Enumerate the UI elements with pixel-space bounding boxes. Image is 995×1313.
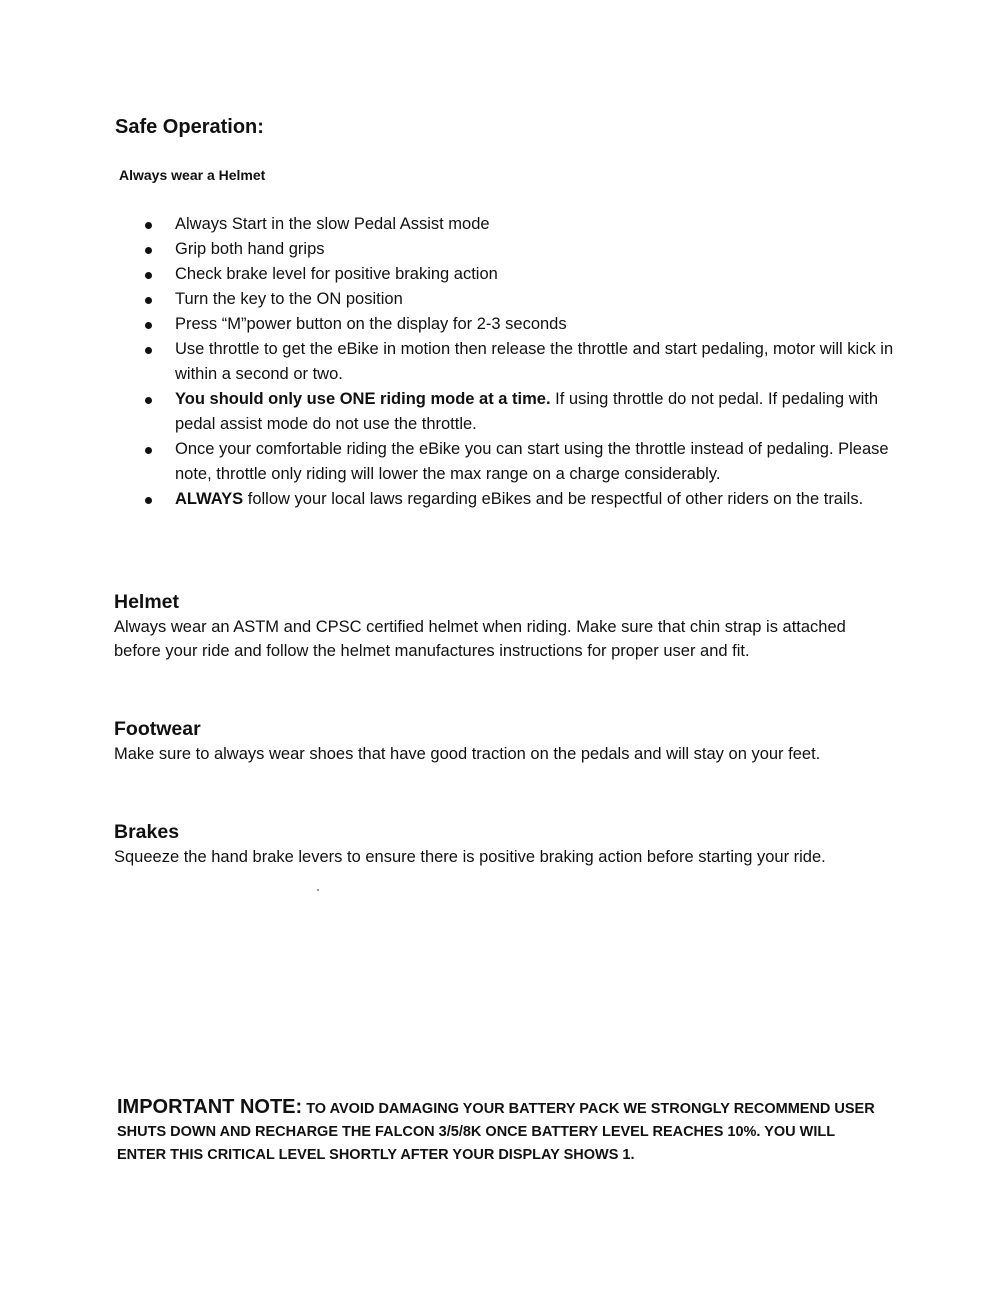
item-emphasis: ALWAYS: [175, 490, 244, 508]
footwear-body: Make sure to always wear shoes that have good traction on the pedals and will stay on your feet.: [114, 745, 821, 763]
bullet-icon: [145, 447, 152, 454]
helmet-section: [114, 589, 894, 663]
list-item: [145, 437, 905, 487]
brakes-body: Squeeze the hand brake levers to ensure there is positive braking action before starting your ride.: [114, 848, 826, 866]
bullet-icon: [145, 497, 152, 504]
helmet-body: Always wear an ASTM and CPSC certified helmet when riding. Make sure that chin strap is attached before your ride and follow the helmet manufactures instructions for proper user and fit.: [114, 618, 846, 660]
important-note-label: IMPORTANT NOTE:: [117, 1096, 303, 1118]
list-item: [145, 287, 905, 312]
bullet-icon: [145, 272, 152, 279]
important-note: [117, 1096, 887, 1167]
helmet-reminder: Always wear a Helmet: [119, 167, 266, 183]
brakes-section: [114, 819, 894, 869]
bullet-icon: [145, 397, 152, 404]
item-text: Turn the key to the ON position: [175, 290, 403, 308]
list-item: [145, 337, 905, 387]
item-text: follow your local laws regarding eBikes and be respectful of other riders on the trails.: [243, 490, 864, 508]
list-item: [145, 212, 905, 237]
scan-speck: [317, 889, 319, 891]
helmet-heading: Helmet: [114, 591, 180, 613]
list-item: [145, 387, 905, 437]
safe-operation-heading: Safe Operation:: [115, 116, 264, 138]
list-item: [145, 312, 905, 337]
list-item: [145, 487, 905, 512]
footwear-section: [114, 716, 894, 766]
important-note-text: TO AVOID DAMAGING YOUR BATTERY PACK WE STRONGLY RECOMMEND USER SHUTS DOWN AND RECHARGE THE FALCON 3/5/8K ONCE BATTERY LEVEL REACHES 10%. YOU WILL ENTER THIS CRITICAL LEVEL SHORTLY AFTER YOUR DISPLAY SHOWS 1.: [117, 1101, 875, 1163]
bullet-icon: [145, 222, 152, 229]
safe-operation-list: [145, 212, 905, 512]
list-item: [145, 237, 905, 262]
item-text: Grip both hand grips: [175, 240, 325, 258]
bullet-icon: [145, 322, 152, 329]
bullet-icon: [145, 247, 152, 254]
item-text: Once your comfortable riding the eBike you can start using the throttle instead of pedaling. Please note, throttle only riding will lower the max range on a charge considerably.: [175, 440, 889, 483]
item-text: Check brake level for positive braking action: [175, 265, 498, 283]
bullet-icon: [145, 347, 152, 354]
footwear-heading: Footwear: [114, 718, 201, 740]
item-text: If using throttle do not pedal. If pedaling with pedal assist mode do not use the throttle.: [175, 390, 879, 433]
bullet-icon: [145, 297, 152, 304]
item-text: Press “M”power button on the display for 2-3 seconds: [175, 315, 567, 333]
list-item: [145, 262, 905, 287]
item-text: Always Start in the slow Pedal Assist mode: [175, 215, 490, 233]
item-emphasis: You should only use ONE riding mode at a time.: [175, 390, 551, 408]
item-text: Use throttle to get the eBike in motion then release the throttle and start pedaling, motor will kick in within a second or two.: [175, 340, 894, 383]
brakes-heading: Brakes: [114, 821, 180, 843]
